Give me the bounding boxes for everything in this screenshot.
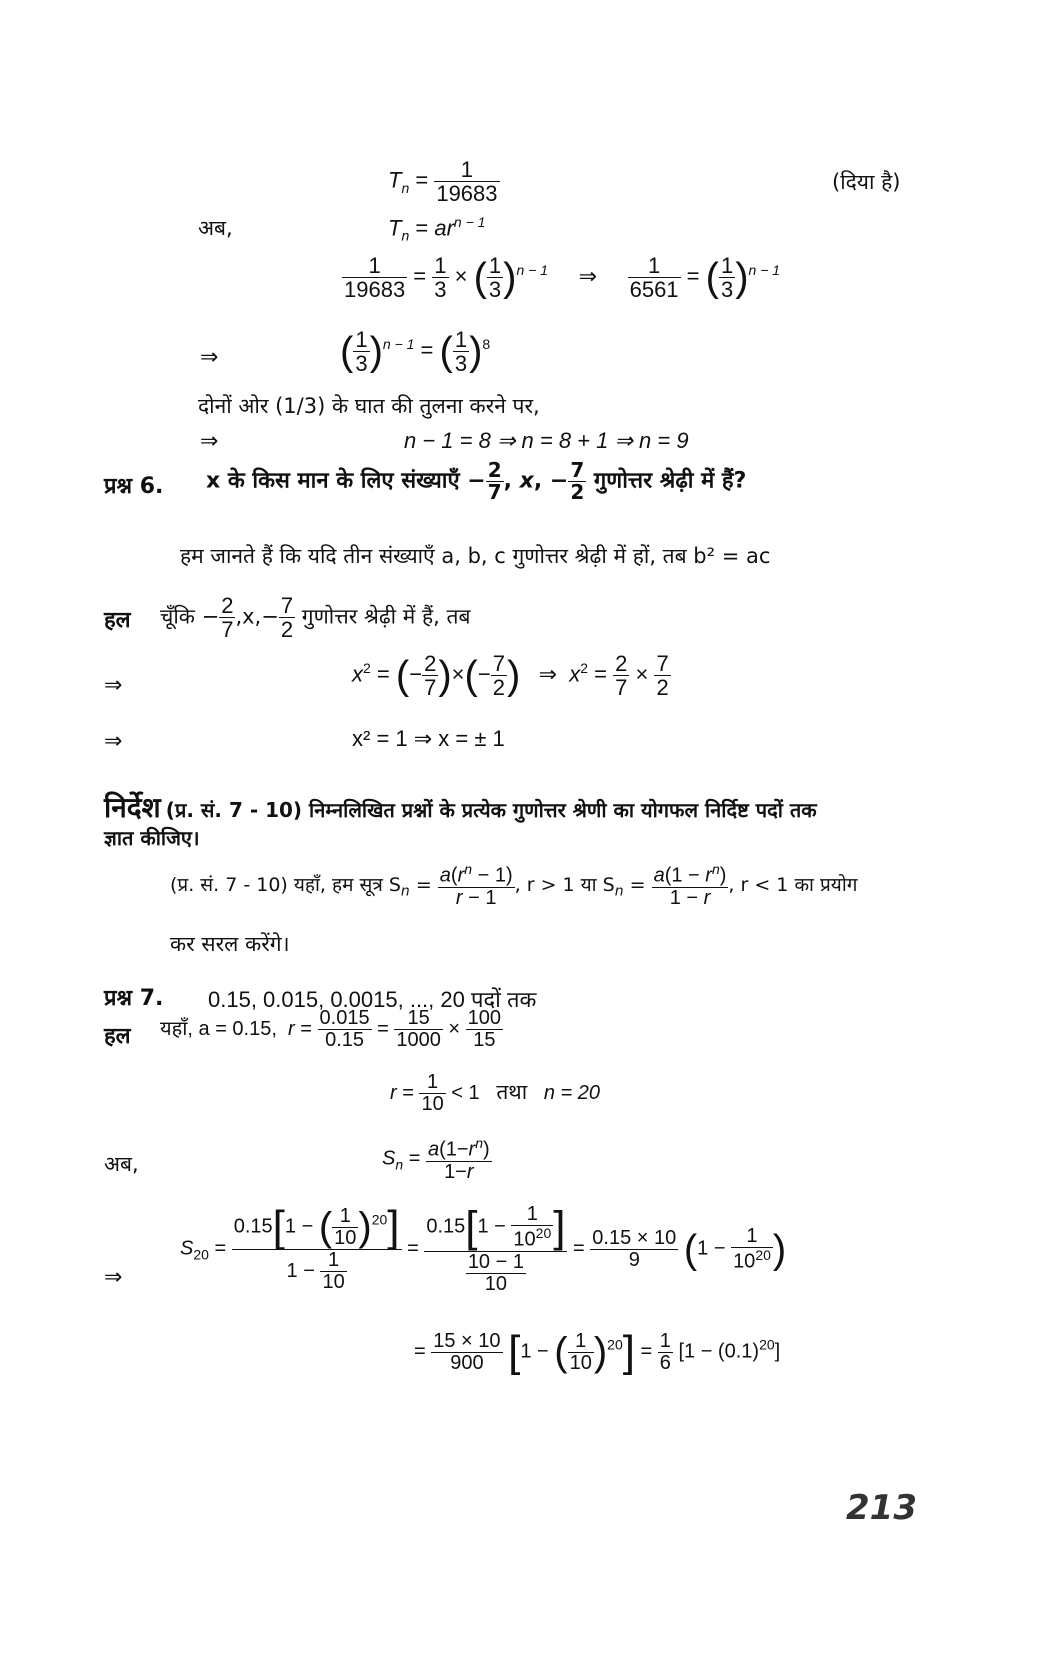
equation-step-2: ( $\frac{1}{3}$ )$^{n - 1}$ = ( $\frac{1}{3}$ )$^8$: [340, 327, 491, 377]
implies-1: ⇒: [200, 344, 219, 369]
formula-line-2: कर सरल करेंगे।: [170, 932, 290, 956]
nirdesh-heading: [104, 788, 817, 826]
given-note: (दिया है): [832, 170, 901, 194]
ab-label-2: अब,: [104, 1152, 139, 1176]
page-number: 213: [846, 1488, 917, 1528]
implies-5: ⇒: [104, 1264, 123, 1289]
implies-4: ⇒: [104, 728, 123, 753]
q7-sol-line: यहाँ, a = 0.15, r = $\frac{0.015}{0.15}$ = $\frac{15}{1000}$ × $\frac{100}{15}$: [160, 1007, 502, 1051]
formula-line: (प्र. सं. 7 - 10) यहाँ, हम सूत्र $S_n$ = $\frac{a(r^n - 1)}{r - 1}$ , r > 1 या $S_n$ = $\frac{a(1 - r^n)}{1 - r}$ , r < 1 का प्रयोग: [170, 861, 858, 909]
q7-text: 0.15, 0.015, 0.0015, ..., 20 पदों तक: [208, 987, 537, 1012]
hal-label-2: हल: [104, 1024, 131, 1049]
q6-label: प्रश्न 6.: [104, 474, 164, 499]
tn-given-eq: $T_n$ = $\frac{1}{19683}$: [388, 157, 498, 207]
nirdesh-label: निर्देश: [104, 791, 161, 824]
tn-formula: $T_n = ar^{n - 1}$: [388, 214, 486, 244]
s20-expression: $S_{20}$ = 0.15[1 − ( $\frac{1}{10}$ )$^{20}$] 1 − $\frac{1}{10}$ = 0.15[1 − $\frac{1}{10^{20}}$ ] $\frac{10 - 1}{10}$ = $\frac{0.15 \times 10}{9}$ (1 − $\frac{1}{10^{20}}$ ): [180, 1202, 787, 1295]
q6-text: x के किस मान के लिए संख्याएँ − $\frac{2}{7}$ , x, − $\frac{7}{2}$ गुणोत्तर श्रेढ़ी में हैं?: [206, 458, 747, 504]
hal-label-1: हल: [104, 608, 131, 633]
r-value-line: r = $\frac{1}{10}$ < 1 तथा n = 20: [390, 1071, 600, 1115]
implies-2: ⇒: [200, 428, 219, 453]
compare-text: दोनों ओर (1/3) के घात की तुलना करने पर,: [198, 394, 540, 418]
s20-final: = $\frac{15 \times 10}{900}$ [1 − ( $\frac{1}{10}$ )$^{20}$] = $\frac{1}{6}$ $[1 - (0.1)^{20}]$: [414, 1327, 781, 1376]
q6-hint: हम जानते हैं कि यदि तीन संख्याएँ a, b, c गुणोत्तर श्रेढ़ी में हों, तब b² = ac: [180, 544, 771, 568]
sn-formula: $S_n$ = $\frac{a(1-r^n)}{1-r}$: [382, 1135, 490, 1183]
q6-result: x² = 1 ⇒ x = ± 1: [352, 726, 505, 751]
q6-solution: चूँकि − $\frac{2}{7}$ ,x,− $\frac{7}{2}$ गुणोत्तर श्रेढ़ी में हैं, तब: [160, 593, 471, 643]
ab-label-1: अब,: [198, 216, 233, 240]
equation-step-1: $\frac{1}{19683}$ = $\frac{1}{3}$ × ( $\frac{1}{3}$ )$^{n - 1}$ ⇒ $\frac{1}{6561}$ = ( $\frac{1}{3}$ )$^{n - 1}$: [344, 253, 781, 303]
q7-label: प्रश्न 7.: [104, 986, 164, 1011]
nirdesh-text: (प्र. सं. 7 - 10) निम्नलिखित प्रश्नों के प्रत्येक गुणोत्तर श्रेणी का योगफल निर्दिष्ट पदों तक: [165, 798, 817, 822]
solve-line: n − 1 = 8 ⇒ n = 8 + 1 ⇒ n = 9: [404, 428, 689, 453]
nirdesh-text-2: ज्ञात कीजिए।: [104, 826, 200, 850]
q6-step: $x^2$ = (− $\frac{2}{7}$ )×(− $\frac{7}{2}$ ) ⇒ $x^2$ = $\frac{2}{7}$ × $\frac{7}{2}$: [352, 651, 669, 701]
implies-3: ⇒: [104, 672, 123, 697]
